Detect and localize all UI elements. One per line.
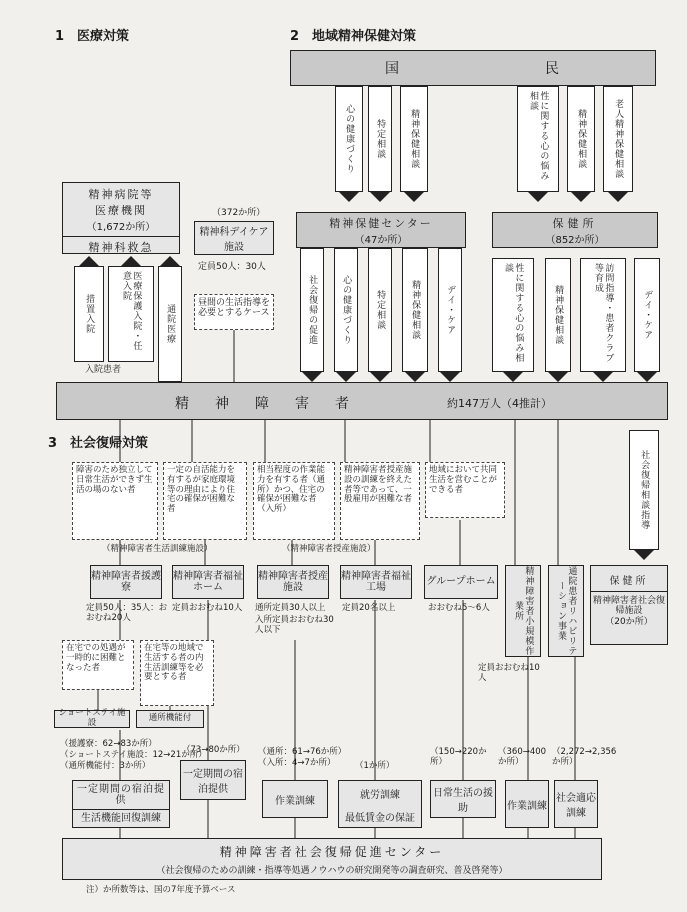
count-group-home: （150→220か所）	[430, 747, 487, 767]
service-group-home: 日常生活の援助	[430, 780, 496, 818]
inpatient-label: 入院患者	[85, 365, 122, 375]
kokumin-arrow-tokutei: 特定相談	[368, 86, 392, 192]
facility-sakugyosho: 精神障害者小規模作業所	[505, 565, 541, 657]
hospital-arrow-tsuin: 通院医療	[158, 266, 182, 382]
count-shortstay: （ショートステイ施設：12→21か所）	[60, 750, 207, 760]
hospital-arrow-iryo: 医療保護入院・任意入院	[108, 266, 154, 362]
facility-fukushi-home: 精神障害者福祉ホーム	[172, 565, 244, 599]
capacity-sakugyosho: 定員おおむね10人	[478, 663, 540, 683]
count-tsusho: （通所機能付：3か所）	[60, 761, 151, 771]
facility-rehab-jigyo: 通院患者リハビリテーション事業	[548, 565, 584, 657]
count-rehab-jigyo: （2,272→2,356か所）	[552, 747, 617, 767]
label-seikatsu: （精神障害者生活訓練施設）	[102, 544, 213, 554]
facility-fukushi-kojo: 精神障害者福祉工場	[340, 565, 412, 599]
kokumin-bar: 国 民	[290, 50, 656, 86]
shortstay-box: ショートステイ施設	[54, 710, 130, 728]
center-arrow-tokutei: 特定相談	[368, 248, 392, 372]
daycare-desc: 昼間の生活指導を必要とするケース	[194, 294, 274, 330]
hospital-box: 精神病院等 医療機関 （1,672か所） 精神科救急	[62, 182, 180, 254]
social-rehab-center-box: 精神障害者社会復帰促進センター （社会復帰のための訓練・指導等処遇ノウハウの研究開発等の調査研究、普及啓発等）	[62, 838, 602, 880]
sub-condition-tsusho: 在宅等の地域で生活する者の内生活訓練等を必要とする者	[140, 640, 214, 706]
kokumin-arrow-sei: 性に関する心の悩み相談	[517, 86, 559, 192]
count-jusan-tsusho: （通所：61→76か所）	[258, 747, 347, 757]
center-arrow-shakai: 社会復帰の促進	[300, 248, 324, 372]
center-arrow-seishin: 精神保健相談	[402, 248, 428, 372]
capacity-kojo: 定員20名以上	[342, 603, 396, 613]
kokumin-arrow-kokoro: 心の健康づくり	[335, 86, 363, 192]
daycare-count: （372か所）	[212, 208, 266, 218]
service-engoryo: 一定期間の宿泊提供 生活機能回復訓練	[72, 780, 170, 828]
hokenjo-arrow-sei: 性に関する心の悩み相談	[492, 258, 534, 372]
center-arrow-daycare: デイ・ケア	[438, 248, 462, 372]
service-kojo: 就労訓練 最低賃金の保証	[338, 780, 422, 828]
service-rehab-jigyo: 社会適応訓練	[554, 780, 598, 828]
kokumin-arrow-rojin: 老人精神保健相談	[603, 86, 633, 192]
count-fukushi-home: （73→80か所）	[182, 745, 245, 755]
service-sakugyosho: 作業訓練	[505, 780, 549, 828]
count-sakugyosho: （360→400か所）	[498, 747, 547, 767]
capacity-group-home: おおむね5〜6人	[428, 603, 490, 613]
section-medical-heading: 1 医療対策	[55, 29, 130, 44]
hokenjo-arrow-homon: 訪問指導・患者クラブ等育成	[580, 258, 626, 372]
section-community-heading: 2 地域精神保健対策	[290, 29, 417, 44]
count-jusan-nyusho: （入所：4→7か所）	[258, 758, 336, 768]
condition-5: 地域において共同生活を営むことができる者	[425, 462, 505, 518]
footnote: 注）か所数等は、国の7年度予算ベース	[86, 885, 236, 895]
social-consult-arrow: 社会復帰相談指導	[629, 430, 659, 550]
facility-jusan: 精神障害者授産施設	[257, 565, 329, 599]
service-fukushi-home: 一定期間の宿泊提供	[180, 760, 246, 800]
condition-1: 障害のため独立して日常生活ができず生活の場のない者	[72, 462, 158, 540]
kokumin-arrow-seishin2: 精神保健相談	[567, 86, 595, 192]
service-jusan: 作業訓練	[262, 780, 328, 818]
facility-hokenjo: 保健所 精神障害者社会復帰施設 （20か所）	[590, 565, 668, 645]
tsusho-box: 通所機能付	[136, 710, 204, 728]
condition-2: 一定の自活能力を有するが家庭環境等の理由により住宅の確保が困難な者	[163, 462, 247, 540]
hokenjo-arrow-daycare: デイ・ケア	[634, 258, 660, 372]
hokenjo-arrow-seishin: 精神保健相談	[545, 258, 571, 372]
sub-condition-shortstay: 在宅での処遇が一時的に困難となった者	[62, 640, 134, 690]
capacity-fukushi-home: 定員おおむね10人	[172, 603, 243, 613]
label-jusan: （精神障害者授産施設）	[282, 544, 376, 554]
count-kojo: （1か所）	[355, 761, 395, 771]
daycare-box: 精神科デイケア施設	[194, 221, 274, 255]
facility-group-home: グループホーム	[424, 565, 498, 599]
section-rehab-heading: 3 社会復帰対策	[48, 436, 149, 451]
center-arrow-kokoro: 心の健康づくり	[334, 248, 358, 372]
condition-4: 精神障害者授産施設の訓練を終えた者等であって、一般雇用が困難な者	[340, 462, 420, 540]
capacity-engoryo: 定員50人：35人：おおむね20人	[86, 603, 168, 623]
count-engoryo: （援護寮：62→83か所）	[60, 739, 157, 749]
mental-disorder-bar: 精 神 障 害 者 約147万人（4推計）	[56, 382, 668, 420]
capacity-jusan-tsusho: 通所定員30人以上	[255, 603, 326, 613]
daycare-capacity: 定員50人：30人	[198, 262, 266, 272]
kokumin-arrow-seishin: 精神保健相談	[400, 86, 428, 192]
facility-engoryo: 精神障害者援護寮	[90, 565, 162, 599]
capacity-jusan-nyusho: 入所定員おおむね30人以下	[255, 615, 334, 635]
hospital-arrow-sochi: 措置入院	[74, 266, 104, 362]
mental-health-center-box: 精神保健センター （47か所）	[296, 212, 466, 248]
hokenjo-box: 保健所 （852か所）	[492, 212, 658, 248]
condition-3: 相当程度の作業能力を有する者（通所）かつ、住宅の確保が困難な者（入所）	[253, 462, 335, 540]
